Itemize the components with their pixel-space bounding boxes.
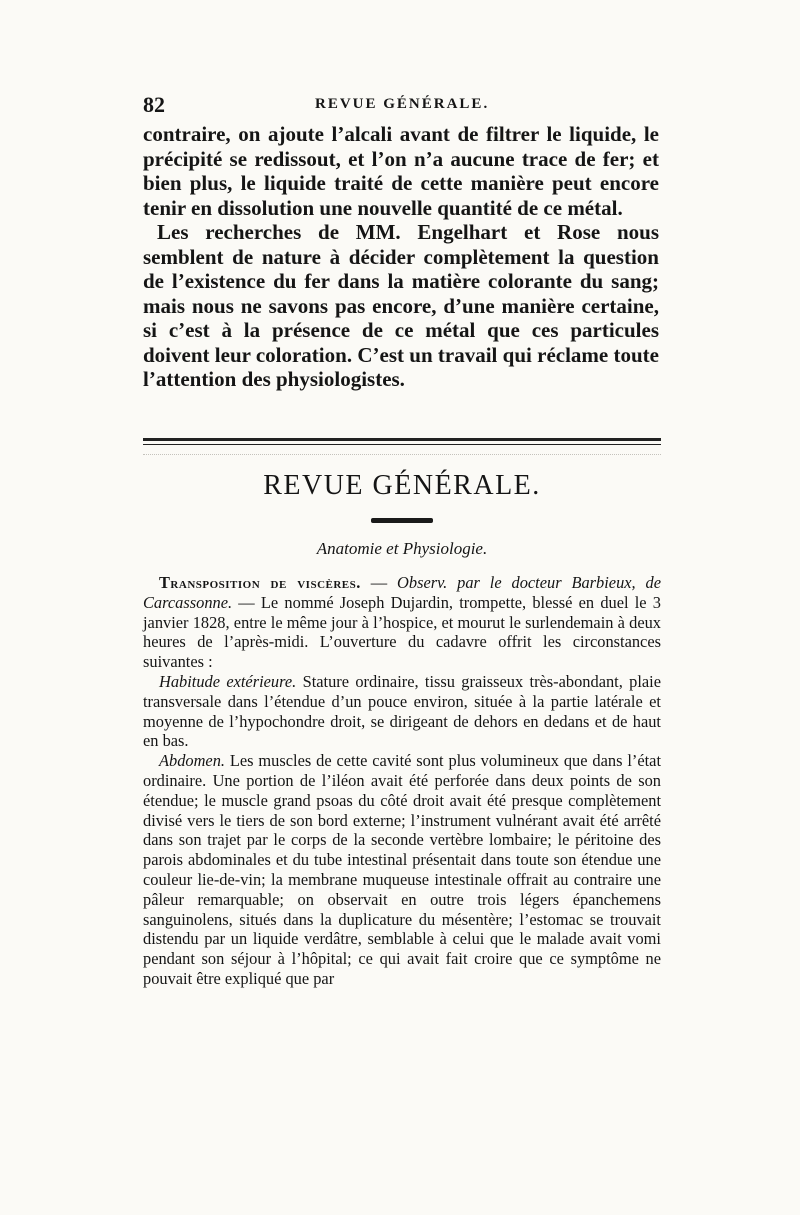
running-title: REVUE GÉNÉRALE.: [315, 96, 490, 112]
lead-paragraph-1: contraire, on ajoute l’alcali avant de filtrer le liquide, le précipité se redissout, et l’on n’a aucune trace de fer; et bien plus, le liquide traité de cette manière peut encore tenir en dissolution une nouvelle quantité de ce métal.: [143, 122, 659, 220]
faint-divider-rule: [143, 454, 661, 455]
abdomen-label: Abdomen.: [159, 751, 226, 771]
article-paragraph-habitude: [143, 672, 661, 751]
subsection-title: Anatomie et Physiologie.: [316, 539, 488, 558]
abdomen-text: Les muscles de cette cavité sont plus volumineux que dans l’état ordinaire. Une portion de l’iléon avait été perforée dans deux points de son étendue; le muscle grand psoas du côté droit avait été presque complètement divisé vers le tiers de son bord externe; l’instrument vulnérant avait été arrêté dans son trajet par le corps de la seconde vertèbre lombaire; le péritoine des parois abdominales et du tube intestinal présentait dans toute son étendue une couleur lie-de-vin; la membrane muqueuse intestinale offrait au contraire une pâleur remarquable; on observait en outre trois légers épanchemens sanguinolens, situés dans la duplicature du mésentère; l’estomac se trouvait distendu par un liquide verdâtre, semblable à celui que le malade avait vomi pendant son séjour à l’hôpital; ce qui avait fait croire que ce symptôme ne pouvait être expliqué que par: [143, 751, 661, 988]
lead-paragraph-2: Les recherches de MM. Engelhart et Rose nous semblent de nature à décider complètement la question de l’existence du fer dans la matière colorante du sang; mais nous ne savons pas encore, d’une manière certaine, si c’est à la présence de ce métal que ces particules doivent leur coloration. C’est un travail qui réclame toute l’attention des physiologistes.: [143, 220, 659, 391]
article-intro-text: — Le nommé Joseph Dujardin, trompette, blessé en duel le 3 janvier 1828, entre le même jour à l’hospice, et mourut le surlendemain à deux heures de l’après-midi. L’ouverture du cadavre offrit les circonstances suivantes :: [143, 592, 661, 672]
heading-dash: —: [360, 573, 398, 592]
section-title: REVUE GÉNÉRALE.: [263, 470, 541, 501]
section-divider-double-rule: [143, 438, 661, 445]
habitude-text: Stature ordinaire, tissu graisseux très-abondant, plaie transversale dans l’étendue d’un pouce environ, située à la partie latérale et moyenne de l’hypochondre droit, se dirigeant de dehors en dedans et de haut en bas.: [143, 671, 661, 751]
article-heading: Transposition de viscères.: [159, 573, 361, 592]
running-head: [143, 92, 663, 116]
lead-text-block: [143, 122, 659, 392]
page-number: 82: [143, 92, 165, 117]
article-body: [143, 573, 661, 989]
article-paragraph-abdomen: [143, 751, 661, 989]
habitude-label: Habitude extérieure.: [159, 671, 297, 691]
article-source: Observ. par le docteur Barbieux, de Carcassonne.: [143, 573, 661, 612]
article-paragraph-intro: [143, 573, 661, 672]
title-underline-rule: [371, 518, 433, 523]
